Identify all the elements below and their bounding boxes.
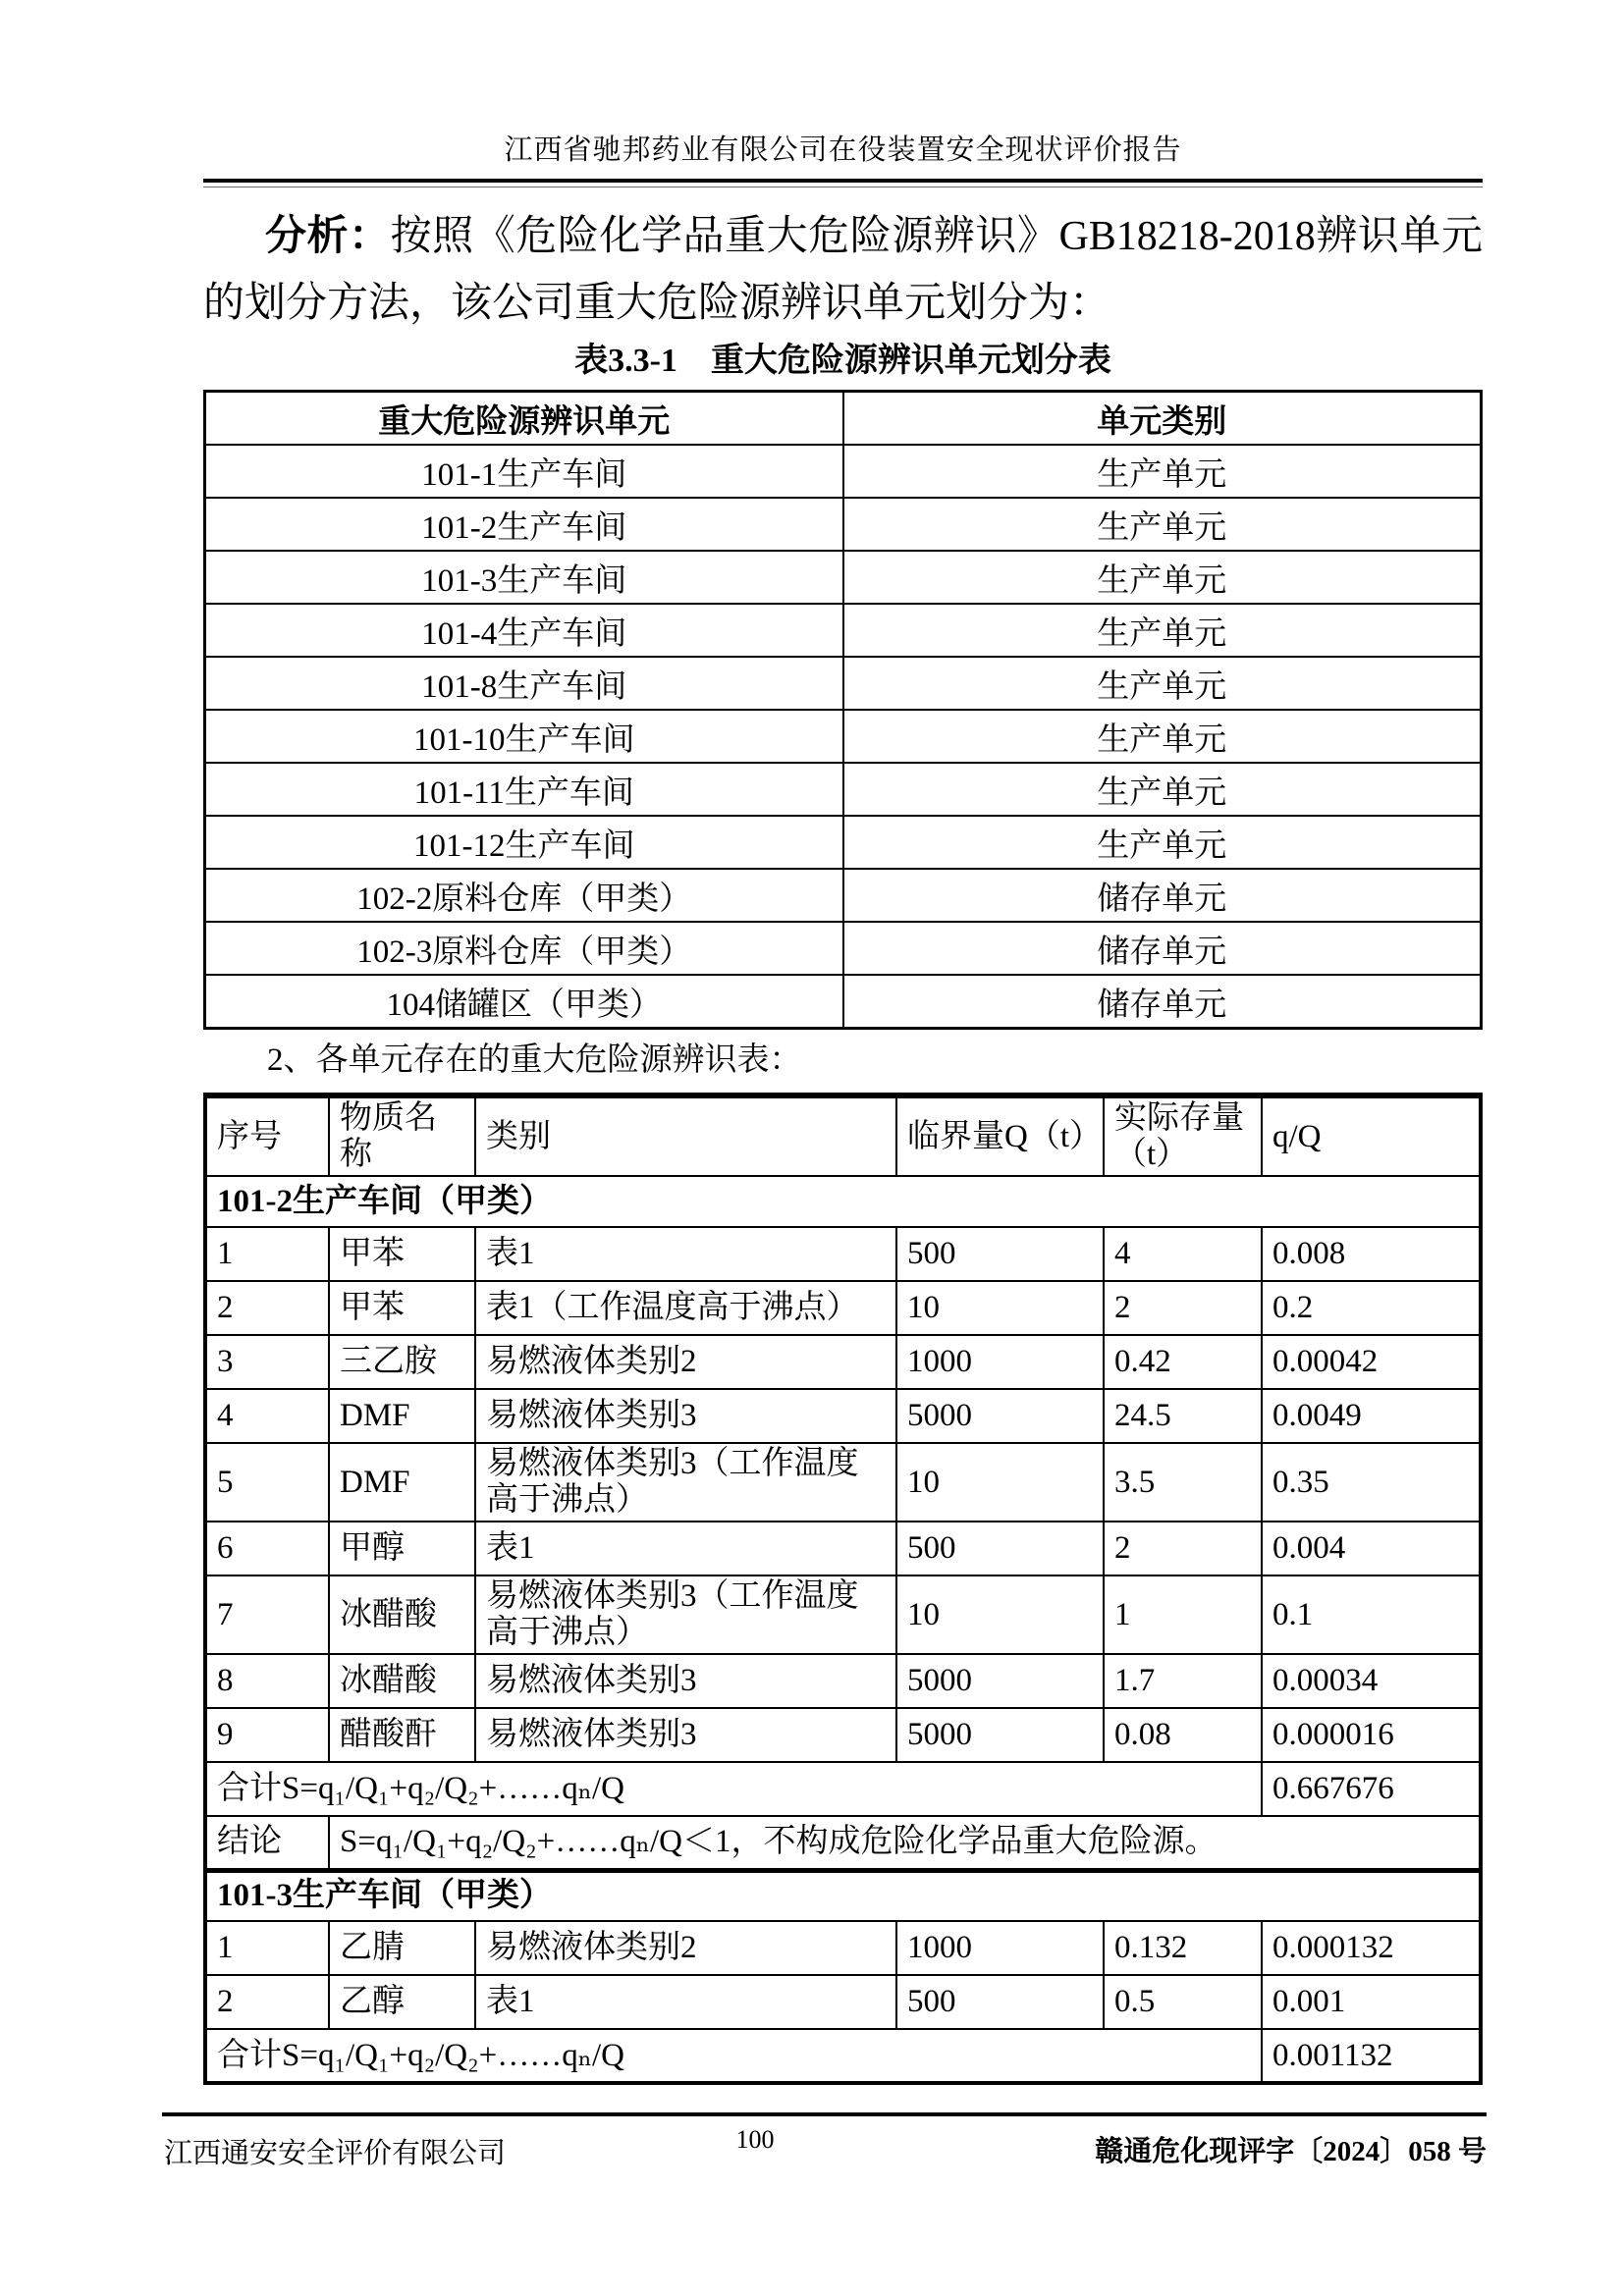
page-footer [162,2112,1487,2169]
table-cell: 2 [205,1975,329,2029]
unit-division-table [203,390,1483,1030]
page-number: 100 [735,2125,775,2154]
table-cell: 易燃液体类别3（工作温度高于沸点） [475,1443,896,1522]
table-cell: 5000 [896,1708,1104,1762]
table-cell: 1 [1104,1575,1262,1654]
table-cell: 2 [1104,1281,1262,1335]
section-title: 101-3生产车间（甲类） [205,1870,1481,1921]
table-cell: 10 [896,1575,1104,1654]
table-cell: 10 [896,1443,1104,1522]
column-header: 类别 [475,1095,896,1176]
table-cell: 8 [205,1654,329,1708]
table-cell: 醋酸酐 [329,1708,475,1762]
table-row [205,1443,1481,1522]
table-cell: 5 [205,1443,329,1522]
table-row [205,816,1482,869]
table-cell: 冰醋酸 [329,1654,475,1708]
table-cell: 5000 [896,1389,1104,1443]
table-cell: 0.00042 [1262,1335,1481,1389]
table1-caption: 表3.3-1 重大危险源辨识单元划分表 [574,343,1111,379]
table-cell: 乙腈 [329,1921,475,1975]
table-cell: 1000 [896,1335,1104,1389]
table-cell: 0.008 [1262,1227,1481,1281]
table-cell: 0.000016 [1262,1708,1481,1762]
header-rule [203,179,1483,187]
table-header-row [205,1095,1481,1176]
column-header: 实际存量（t） [1104,1095,1262,1176]
table-header-row [205,392,1482,446]
table-cell: 0.42 [1104,1335,1262,1389]
table-cell: 1.7 [1104,1654,1262,1708]
page-content [0,133,1624,2085]
table-cell: 101-12生产车间 [205,816,843,869]
table-cell: 易燃液体类别3 [475,1654,896,1708]
table-row [205,551,1482,604]
table-cell: 甲醇 [329,1522,475,1575]
total-value: 0.001132 [1262,2029,1481,2083]
table-row [205,922,1482,975]
table-cell: 表1（工作温度高于沸点） [475,1281,896,1335]
table-cell: 101-3生产车间 [205,551,843,604]
column-header: 物质名称 [329,1095,475,1176]
table-cell: 0.001 [1262,1975,1481,2029]
table-cell: 0.132 [1104,1921,1262,1975]
table-row [205,710,1482,763]
table-row [205,445,1482,498]
table-row [205,1575,1481,1654]
table-cell: 生产单元 [843,763,1482,816]
column-header: 单元类别 [843,392,1482,446]
table-cell: 104储罐区（甲类） [205,975,843,1029]
total-label: 合计S=q₁/Q₁+q₂/Q₂+……qₙ/Q [205,1762,1262,1816]
footer-doc-number: 赣通危化现评字〔2024〕058 号 [1095,2136,1487,2167]
table-cell: 101-1生产车间 [205,445,843,498]
table-cell: 6 [205,1522,329,1575]
footer-line [162,2125,1487,2169]
table-cell: 3 [205,1335,329,1389]
table-row [205,763,1482,816]
table-row [205,869,1482,922]
column-header: 临界量Q（t） [896,1095,1104,1176]
table-cell: DMF [329,1389,475,1443]
table-row [205,1975,1481,2029]
table-cell: 101-2生产车间 [205,498,843,551]
table-cell: 易燃液体类别3（工作温度高于沸点） [475,1575,896,1654]
table-cell: 24.5 [1104,1389,1262,1443]
table-row [205,1281,1481,1335]
table-row [205,1708,1481,1762]
table-cell: 5000 [896,1654,1104,1708]
table-cell: 101-4生产车间 [205,604,843,657]
table-cell: 0.0049 [1262,1389,1481,1443]
conclusion-text: S=q₁/Q₁+q₂/Q₂+……qₙ/Q＜1，不构成危险化学品重大危险源。 [329,1816,1481,1870]
table-cell: 易燃液体类别2 [475,1921,896,1975]
table-cell: 冰醋酸 [329,1575,475,1654]
table-cell: 0.000132 [1262,1921,1481,1975]
table-cell: 101-8生产车间 [205,657,843,710]
table-cell: 表1 [475,1522,896,1575]
table-cell: 储存单元 [843,869,1482,922]
total-row [205,2029,1481,2083]
section-header-row [205,1176,1481,1227]
table-row [205,1654,1481,1708]
table-cell: DMF [329,1443,475,1522]
table-cell: 1 [205,1921,329,1975]
table-cell: 乙醇 [329,1975,475,2029]
analysis-text: 按照《危险化学品重大危险源辨识》GB18218-2018辨识单元的划分方法，该公司重大危险源辨识单元划分为： [203,214,1483,326]
page-header-title: 江西省驰邦药业有限公司在役装置安全现状评价报告 [504,134,1182,166]
table-cell: 0.5 [1104,1975,1262,2029]
table-cell: 0.00034 [1262,1654,1481,1708]
table-row [205,604,1482,657]
table-cell: 1 [205,1227,329,1281]
section-title: 101-2生产车间（甲类） [205,1176,1481,1227]
table-cell: 4 [1104,1227,1262,1281]
table-cell: 表1 [475,1975,896,2029]
table-cell: 102-3原料仓库（甲类） [205,922,843,975]
column-header: 序号 [205,1095,329,1176]
table-cell: 7 [205,1575,329,1654]
table-row [205,1522,1481,1575]
table-row [205,1389,1481,1443]
table-cell: 生产单元 [843,816,1482,869]
table-cell: 9 [205,1708,329,1762]
table-cell: 生产单元 [843,445,1482,498]
table-row [205,975,1482,1029]
column-header: q/Q [1262,1095,1481,1176]
table-row [205,1921,1481,1975]
table-cell: 2 [1104,1522,1262,1575]
table-cell: 0.1 [1262,1575,1481,1654]
table-row [205,657,1482,710]
table-cell: 甲苯 [329,1227,475,1281]
table-cell: 甲苯 [329,1281,475,1335]
table-cell: 500 [896,1522,1104,1575]
table-cell: 储存单元 [843,975,1482,1029]
total-value: 0.667676 [1262,1762,1481,1816]
table-cell: 10 [896,1281,1104,1335]
table-cell: 易燃液体类别3 [475,1389,896,1443]
footer-company: 江西通安安全评价有限公司 [164,2138,507,2169]
table-cell: 4 [205,1389,329,1443]
hazard-identification-table [203,1093,1483,2085]
analysis-paragraph [203,203,1483,337]
conclusion-label: 结论 [205,1816,329,1870]
total-row [205,1762,1481,1816]
table-cell: 0.08 [1104,1708,1262,1762]
table-cell: 2 [205,1281,329,1335]
table-cell: 生产单元 [843,498,1482,551]
table-cell: 102-2原料仓库（甲类） [205,869,843,922]
analysis-label: 分析： [265,214,391,259]
footer-rule [162,2112,1487,2116]
section-header-row [205,1870,1481,1921]
table-cell: 0.2 [1262,1281,1481,1335]
table-cell: 0.004 [1262,1522,1481,1575]
table-row [205,1335,1481,1389]
table-cell: 生产单元 [843,657,1482,710]
table-cell: 0.35 [1262,1443,1481,1522]
table-cell: 101-11生产车间 [205,763,843,816]
table-cell: 易燃液体类别3 [475,1708,896,1762]
table-cell: 储存单元 [843,922,1482,975]
table-cell: 101-10生产车间 [205,710,843,763]
table-cell: 500 [896,1975,1104,2029]
table-cell: 生产单元 [843,551,1482,604]
table-cell: 1000 [896,1921,1104,1975]
table-cell: 易燃液体类别2 [475,1335,896,1389]
table-row [205,1227,1481,1281]
table-cell: 表1 [475,1227,896,1281]
total-label: 合计S=q₁/Q₁+q₂/Q₂+……qₙ/Q [205,2029,1262,2083]
table-row [205,498,1482,551]
section2-title: 2、各单元存在的重大危险源辨识表： [267,1042,802,1078]
table-cell: 生产单元 [843,604,1482,657]
column-header: 重大危险源辨识单元 [205,392,843,446]
table-cell: 3.5 [1104,1443,1262,1522]
table-cell: 三乙胺 [329,1335,475,1389]
conclusion-row [205,1816,1481,1870]
table-cell: 生产单元 [843,710,1482,763]
table-cell: 500 [896,1227,1104,1281]
